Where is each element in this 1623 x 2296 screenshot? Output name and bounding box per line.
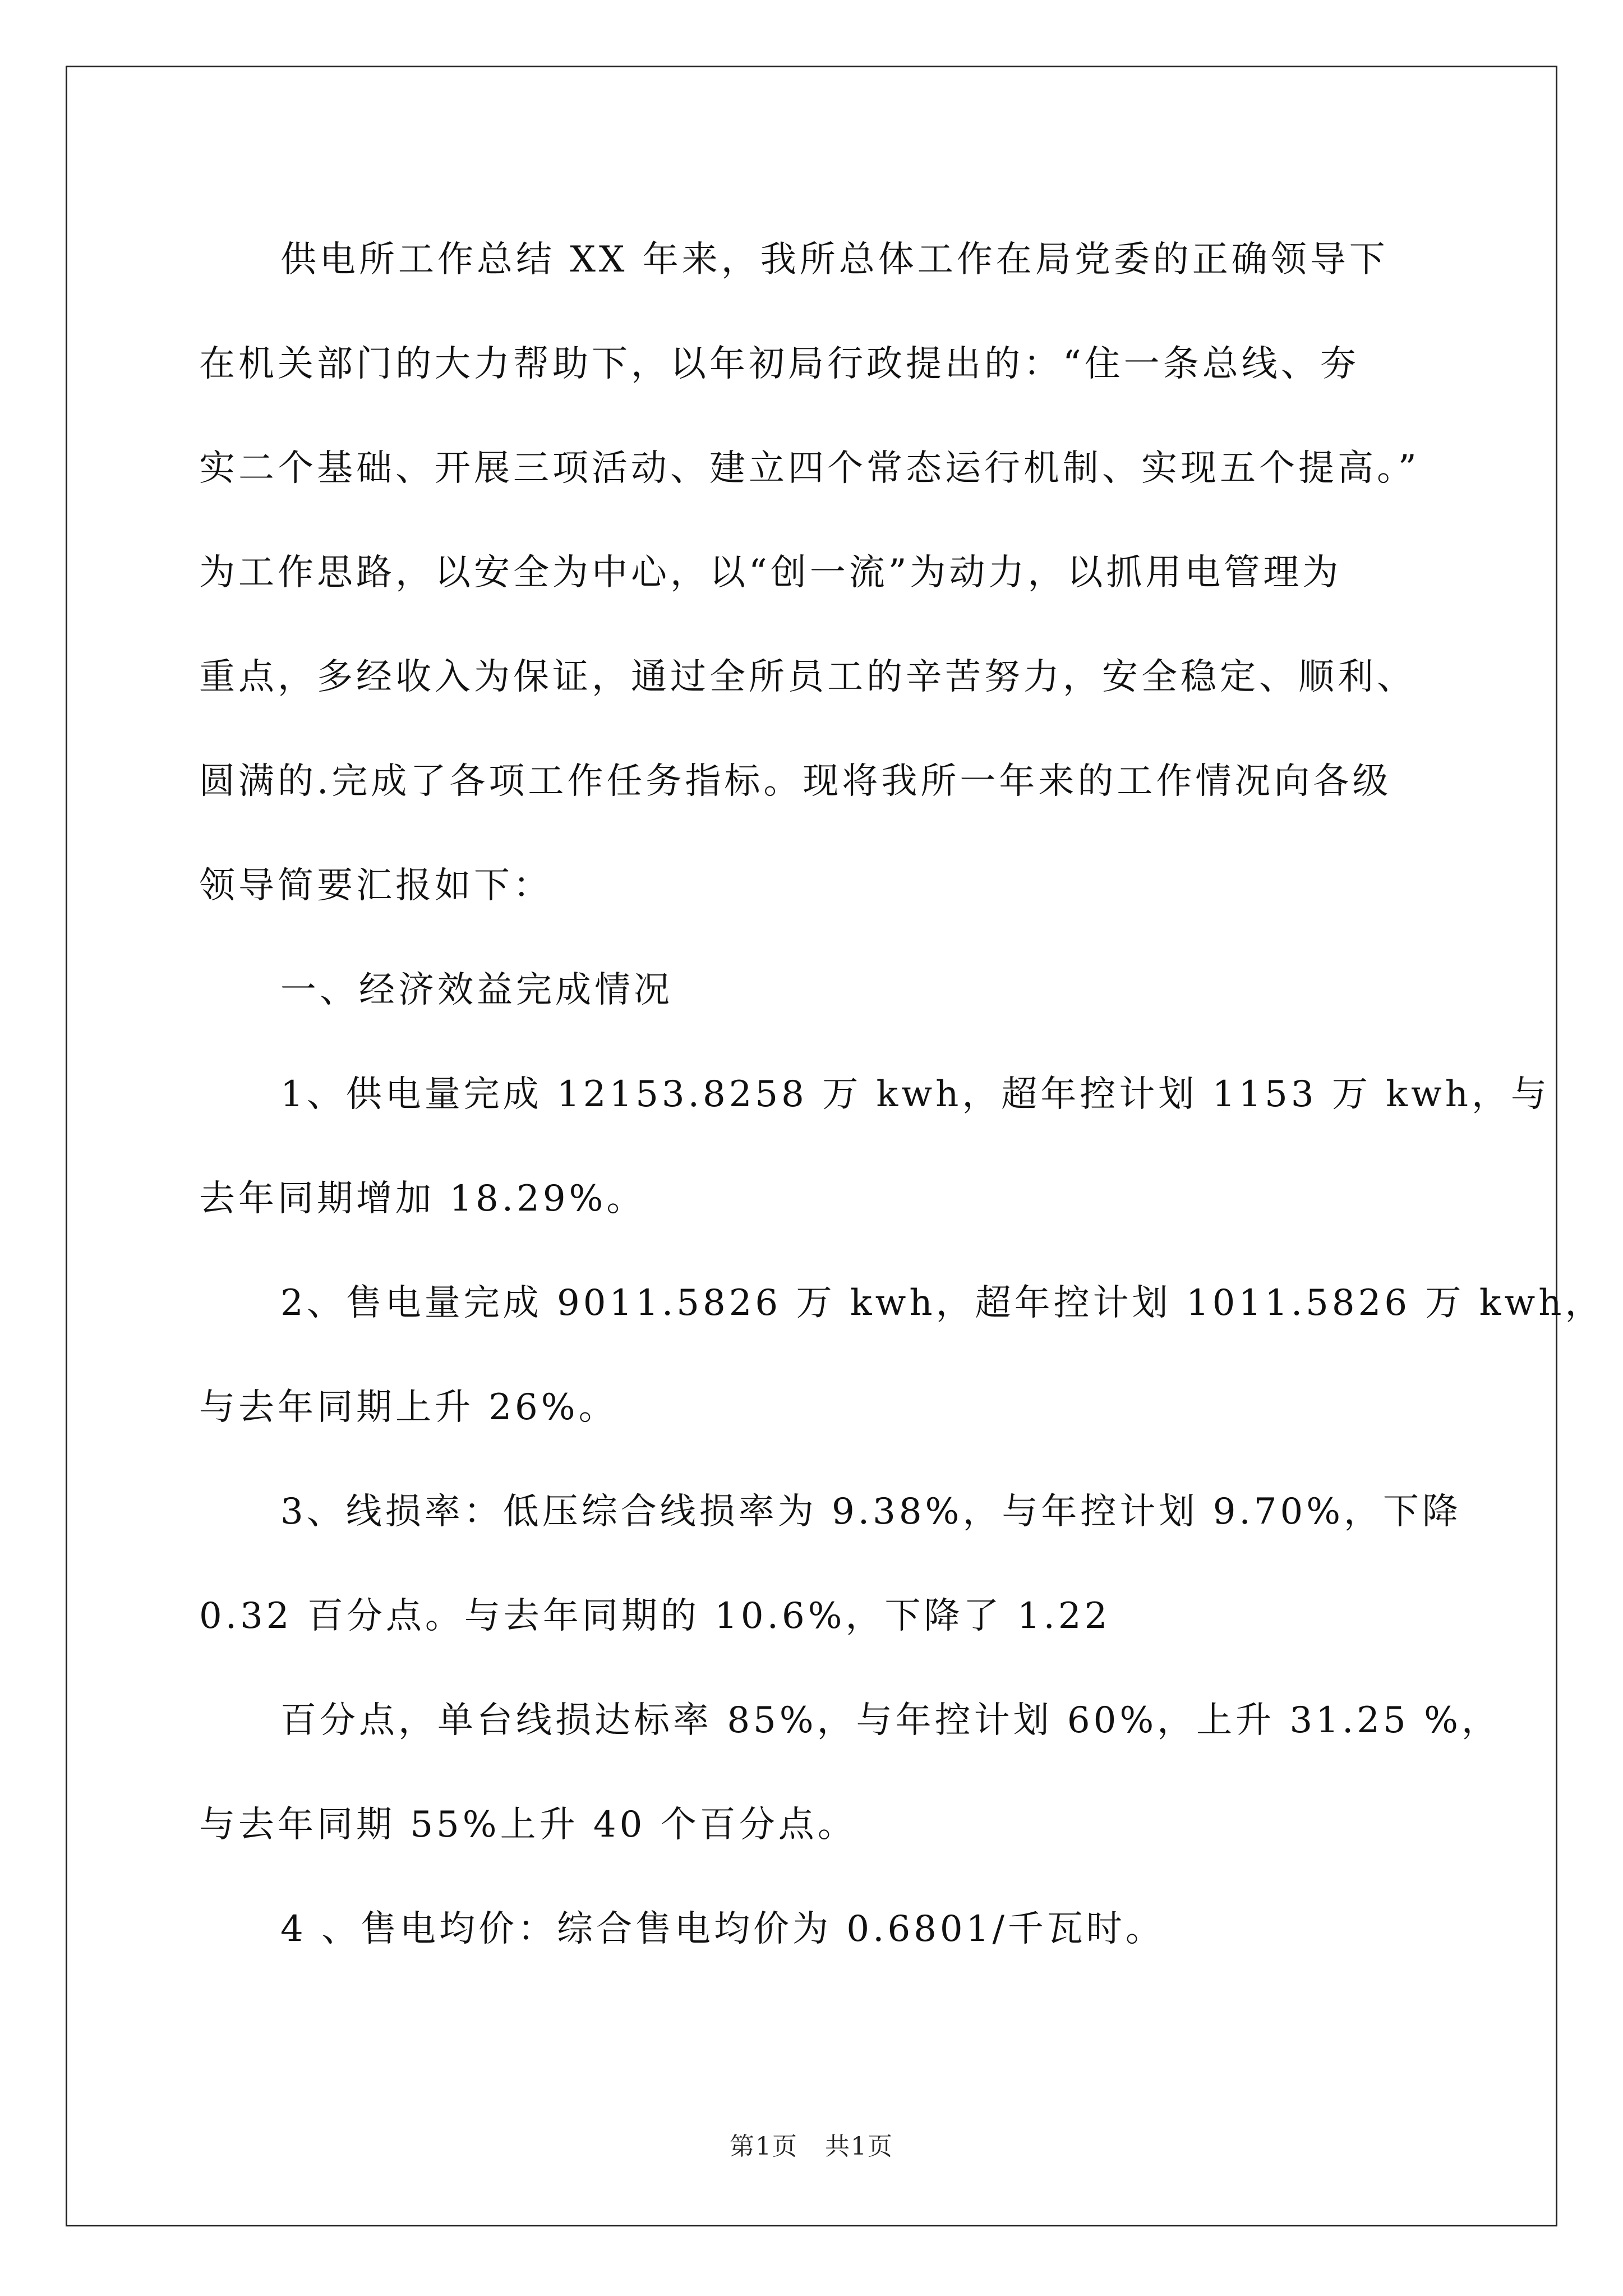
paragraph-line: 为工作思路，以安全为中心，以“创一流”为动力，以抓用电管理为 [199,552,1342,593]
paragraph-line: 与去年同期上升 26%。 [199,1387,618,1428]
paragraph-line: 1、供电量完成 12153.8258 万 kwh，超年控计划 1153 万 kwh，与 [280,1074,1551,1115]
paragraph-line: 供电所工作总结 XX 年来，我所总体工作在局党委的正确领导下 [280,239,1389,280]
paragraph-line: 圆满的.完成了各项工作任务指标。现将我所一年来的工作情况向各级 [199,761,1392,802]
document-body [199,208,1604,1981]
paragraph-line: 与去年同期 55%上升 40 个百分点。 [199,1804,857,1846]
paragraph-line: 重点，多经收入为保证，通过全所员工的辛苦努力，安全稳定、顺利、 [199,656,1416,698]
page-footer [0,2126,1623,2162]
paragraph-line: 实二个基础、开展三项活动、建立四个常态运行机制、实现五个提高。” [199,448,1420,489]
paragraph-line: 2、售电量完成 9011.5826 万 kwh，超年控计划 1011.5826 万 kwh， [280,1282,1604,1324]
paragraph-line: 4 、售电均价：综合售电均价为 0.6801/千瓦时。 [280,1908,1165,1950]
paragraph-line: 领导简要汇报如下： [199,865,552,907]
paragraph-line: 百分点，单台线损达标率 85%，与年控计划 60%，上升 31.25 %， [280,1700,1501,1741]
paragraph-line: 3、线损率：低压综合线损率为 9.38%，与年控计划 9.70%，下降 [280,1491,1462,1533]
section-heading: 一、经济效益完成情况 [280,969,673,1011]
page-total: 共1页 [825,2132,893,2161]
page-number: 第1页 [730,2132,798,2161]
paragraph-line: 0.32 百分点。与去年同期的 10.6%，下降了 1.22 [199,1595,1111,1637]
paragraph-line: 在机关部门的大力帮助下，以年初局行政提出的：“住一条总线、夯 [199,343,1359,385]
paragraph-line: 去年同期增加 18.29%。 [199,1178,646,1220]
